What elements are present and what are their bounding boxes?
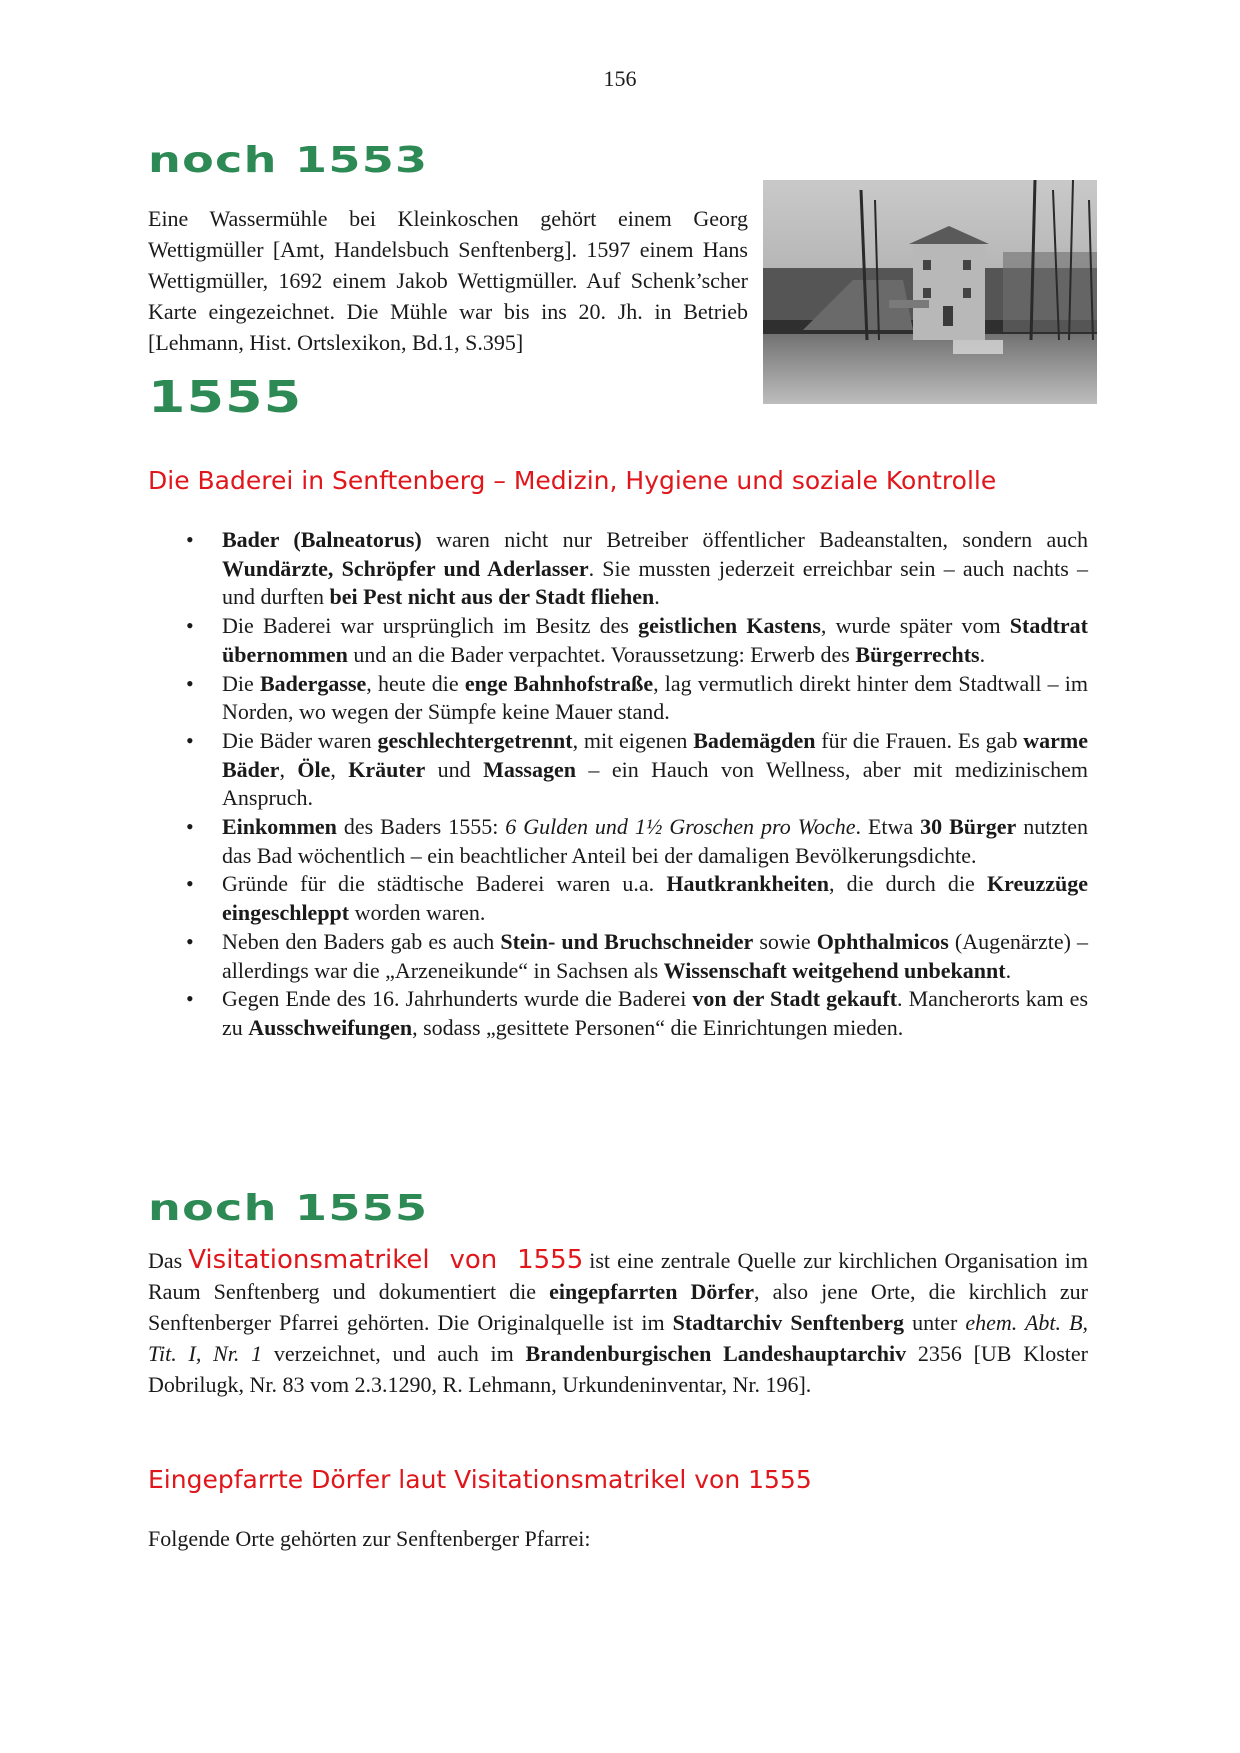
list-item: • Die Bäder waren geschlechtergetrennt, mit eigenen Bademägden für die Frauen. Es gab warme Bäder, Öle, Kräuter und Massagen – ein Hauch von Wellness, aber mit medizinischem Anspruch. [222,727,1088,813]
list-item: • Bader (Balneatorus) waren nicht nur Betreiber öffentlicher Badeanstalten, sondern auch Wundärzte, Schröpfer und Aderlasser. Sie mussten jederzeit erreichbar sein – auch nachts – und durften bei Pest nicht aus der Stadt fliehen. [222,526,1088,612]
closing-paragraph: Folgende Orte gehörten zur Senftenberger Pfarrei: [148,1526,591,1551]
year-heading-noch-1553: noch 1553 [148,140,429,181]
year-heading-noch-1555: noch 1555 [148,1188,429,1229]
intro-paragraph-wassermuehle: Eine Wassermühle bei Kleinkoschen gehört einem Georg Wettigmüller [Amt, Handelsbuch Senftenberg]. 1597 einem Hans Wettigmüller, 1692 einem Jakob Wettigmüller. Auf Schenk’scher Karte eingezeichnet. Die Mühle war bis ins 20. Jh. in Betrieb [Lehmann, Hist. Ortslexikon, Bd.1, S.395] [148,206,748,355]
list-item: • Die Badergasse, heute die enge Bahnhofstraße, lag vermutlich direkt hinter dem Stadtwall – im Norden, wo wegen der Sümpfe keine Mauer stand. [222,670,1088,727]
list-item: • Gegen Ende des 16. Jahrhunderts wurde die Baderei von der Stadt gekauft. Mancherorts kam es zu Ausschweifungen, sodass „gesittete Personen“ die Einrichtungen mieden. [222,985,1088,1042]
list-item: • Die Baderei war ursprünglich im Besitz des geistlichen Kastens, wurde später vom Stadtrat übernommen und an die Bader verpachtet. Voraussetzung: Erwerb des Bürgerrechts. [222,612,1088,669]
watermill-photo [763,180,1097,404]
list-item: • Einkommen des Baders 1555: 6 Gulden und 1½ Groschen pro Woche. Etwa 30 Bürger nutzten das Bad wöchentlich – ein beachtlicher Anteil bei der damaligen Bevölkerungsdichte. [222,813,1088,870]
list-item: • Neben den Baders gab es auch Stein- und Bruchschneider sowie Ophthalmicos (Augenärzte) – allerdings war die „Arzeneikunde“ in Sachsen als Wissenschaft weitgehend unbekannt. [222,928,1088,985]
visitationsmatrikel-term: Visitationsmatrikel von 1555 [188,1245,584,1275]
year-heading-1555: 1555 [148,372,303,423]
section-title-baderei: Die Baderei in Senftenberg – Medizin, Hygiene und soziale Kontrolle [148,466,997,495]
list-item: • Gründe für die städtische Baderei waren u.a. Hautkrankheiten, die durch die Kreuzzüge eingeschleppt worden waren. [222,870,1088,927]
section-title-eingepfarrte-doerfer: Eingepfarrte Dörfer laut Visitationsmatrikel von 1555 [148,1465,812,1494]
page-number: 156 [603,66,637,91]
visitationsmatrikel-paragraph: Das Visitationsmatrikel von 1555 ist eine zentrale Quelle zur kirchlichen Organisation im Raum Senftenberg und dokumentiert die eingepfarrten Dörfer, also jene Orte, die kirchlich zur Senftenberger Pfarrei gehörten. Die Originalquelle ist im Stadtarchiv Senftenberg unter ehem. Abt. B, Tit. I, Nr. 1 verzeichnet, und auch im Brandenburgischen Landeshauptarchiv 2356 [UB Kloster Dobrilugk, Nr. 83 vom 2.3.1290, R. Lehmann, Urkundeninventar, Nr. 196]. [148,1245,1089,1397]
baderei-bullet-list [222,526,1088,1043]
